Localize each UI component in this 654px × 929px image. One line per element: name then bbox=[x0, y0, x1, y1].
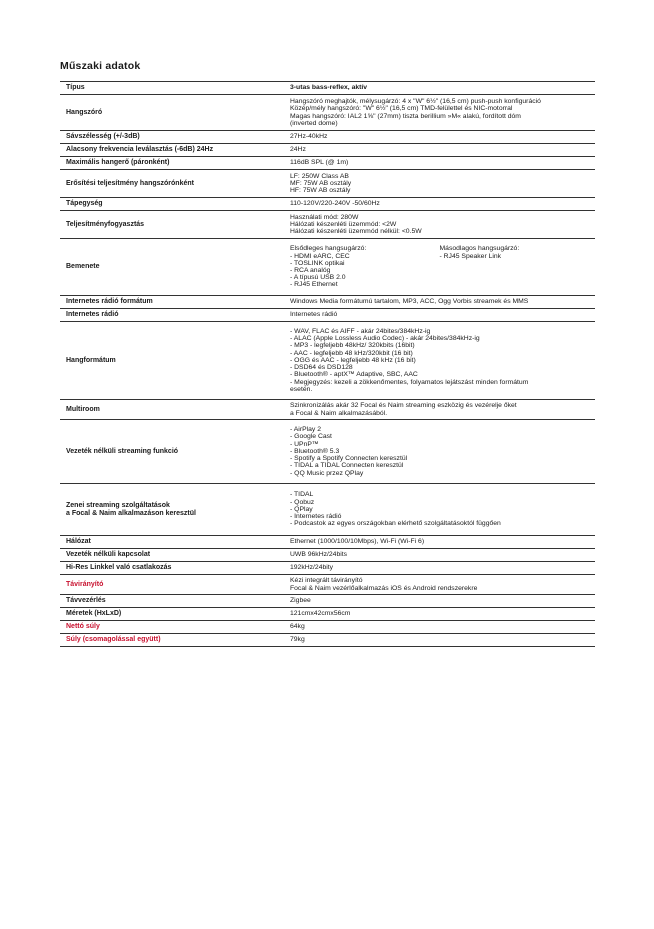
spec-label-text: Alacsony frekvencia leválasztás (-6dB) 24Hz bbox=[66, 146, 214, 154]
spec-value-line: - QPlay bbox=[290, 505, 313, 513]
spec-label-text: Teljesítményfogyasztás bbox=[66, 220, 145, 228]
spec-label bbox=[60, 484, 284, 536]
spec-value bbox=[284, 198, 595, 211]
spec-row bbox=[60, 131, 595, 144]
spec-value bbox=[284, 484, 595, 536]
spec-label bbox=[60, 95, 284, 131]
spec-row bbox=[60, 170, 595, 198]
spec-label-text: Tápegység bbox=[66, 200, 103, 208]
spec-value-line: 192kHz/24bity bbox=[290, 564, 334, 572]
spec-value bbox=[284, 170, 595, 198]
spec-label bbox=[60, 420, 284, 484]
spec-value-line: - Google Cast bbox=[290, 433, 332, 441]
spec-value-line: Hálózati készenléti üzemmód nélkül: <0.5W bbox=[290, 228, 422, 236]
spec-label-text: Vezeték nélküli streaming funkció bbox=[66, 447, 179, 455]
spec-row bbox=[60, 549, 595, 562]
spec-row bbox=[60, 562, 595, 575]
spec-row bbox=[60, 95, 595, 131]
spec-row bbox=[60, 144, 595, 157]
spec-value-line: a Focal & Naim alkalmazásából. bbox=[290, 409, 388, 417]
spec-value bbox=[284, 621, 595, 634]
spec-value-line: Magas hangszóró: IAL2 1⅝" (27mm) tiszta berillium »M« alakú, fordított dóm bbox=[290, 112, 521, 120]
spec-value-line: Szinkronizálás akár 32 Focal és Naim streaming eszközig és vezérelje őket bbox=[290, 402, 517, 410]
spec-value bbox=[284, 157, 595, 170]
spec-value-line: HF: 75W AB osztály bbox=[290, 187, 351, 195]
inputs-columns bbox=[290, 245, 589, 288]
primary-speaker-inputs bbox=[290, 245, 440, 288]
spec-value bbox=[284, 239, 595, 296]
spec-row bbox=[60, 420, 595, 484]
spec-label bbox=[60, 400, 284, 420]
spec-row bbox=[60, 634, 595, 647]
spec-value-line: Másodlagos hangsugárzó: bbox=[439, 245, 520, 253]
spec-value-line: esetén. bbox=[290, 385, 313, 393]
spec-label bbox=[60, 170, 284, 198]
spec-row bbox=[60, 484, 595, 536]
spec-value-line: - AirPlay 2 bbox=[290, 426, 321, 434]
spec-label-text: Erősítési teljesítmény hangszórónként bbox=[66, 179, 194, 187]
spec-label-text: Bemenete bbox=[66, 263, 100, 271]
spec-label bbox=[60, 211, 284, 239]
spec-label bbox=[60, 549, 284, 562]
spec-value-line: 24Hz bbox=[290, 146, 306, 154]
spec-row bbox=[60, 309, 595, 322]
spec-value-line: - Internetes rádió bbox=[290, 513, 342, 521]
spec-row bbox=[60, 621, 595, 634]
spec-value-line: - Spotify a Spotify Connecten keresztül bbox=[290, 455, 408, 463]
spec-value-line: - QQ Music przez QPlay bbox=[290, 469, 364, 477]
spec-label bbox=[60, 296, 284, 309]
spec-value bbox=[284, 549, 595, 562]
spec-value bbox=[284, 595, 595, 608]
spec-value-line: - AAC - legfeljebb 48 kHz/320kbit (16 bit) bbox=[290, 349, 413, 357]
spec-value-line: - Megjegyzés: kezeli a zökkenőmentes, folyamatos lejátszást minden formátum bbox=[290, 378, 529, 386]
spec-value-line: - DSD64 és DSD128 bbox=[290, 364, 353, 372]
spec-value-line: Zigbee bbox=[290, 597, 311, 605]
spec-value-line: Ethernet (1000/100/10Mbps), Wi-Fi (Wi-Fi 6) bbox=[290, 538, 425, 546]
spec-label-text: Hálózat bbox=[66, 538, 91, 546]
spec-value bbox=[284, 296, 595, 309]
spec-value-line: Kézi integrált távirányító bbox=[290, 577, 363, 585]
specs-table bbox=[60, 81, 595, 647]
spec-value-line: Használati mód: 280W bbox=[290, 213, 359, 221]
spec-value bbox=[284, 400, 595, 420]
spec-label bbox=[60, 608, 284, 621]
spec-value-line: - Podcastok az egyes országokban elérhető szolgáltatásoktól függően bbox=[290, 520, 501, 528]
spec-value bbox=[284, 562, 595, 575]
spec-label bbox=[60, 198, 284, 211]
spec-row bbox=[60, 322, 595, 400]
spec-label bbox=[60, 562, 284, 575]
spec-value-line: - A típusú USB 2.0 bbox=[290, 274, 346, 282]
secondary-speaker-inputs bbox=[440, 245, 590, 288]
spec-value-line: Internetes rádió bbox=[290, 311, 338, 319]
spec-value bbox=[284, 144, 595, 157]
spec-value bbox=[284, 634, 595, 647]
spec-value bbox=[284, 211, 595, 239]
spec-value bbox=[284, 536, 595, 549]
spec-label-text: Vezeték nélküli kapcsolat bbox=[66, 551, 151, 559]
spec-label-text: Hi-Res Linkkel való csatlakozás bbox=[66, 564, 172, 572]
spec-label-text: Méretek (HxLxD) bbox=[66, 610, 122, 618]
spec-label-text: Sávszélesség (+/-3dB) bbox=[66, 133, 140, 141]
spec-value-line: - TOSLINK optikai bbox=[290, 259, 345, 267]
spec-value bbox=[284, 95, 595, 131]
spec-label bbox=[60, 575, 284, 595]
spec-value bbox=[284, 82, 595, 95]
spec-value-line: - RJ45 Ethernet bbox=[290, 281, 338, 289]
spec-value bbox=[284, 608, 595, 621]
spec-value-line: Hálózati készenléti üzemmód: <2W bbox=[290, 220, 397, 228]
spec-label-text: a Focal & Naim alkalmazáson keresztül bbox=[66, 509, 196, 517]
spec-value bbox=[284, 322, 595, 400]
spec-value-line: - TIDAL a TIDAL Connecten keresztül bbox=[290, 462, 404, 470]
spec-label-text: Hangszóró bbox=[66, 108, 103, 116]
spec-value-line: UWB 96kHz/24bits bbox=[290, 551, 348, 559]
spec-label-text: Zenei streaming szolgáltatások bbox=[66, 502, 170, 510]
spec-label bbox=[60, 144, 284, 157]
spec-value-line: 79kg bbox=[290, 636, 305, 644]
spec-value-line: - TIDAL bbox=[290, 491, 314, 499]
spec-value-line: - WAV, FLAC és AIFF - akár 24bites/384kHz-ig bbox=[290, 328, 431, 336]
spec-label bbox=[60, 309, 284, 322]
spec-row bbox=[60, 400, 595, 420]
spec-label-text: Távvezérlés bbox=[66, 597, 106, 605]
spec-value-line: (inverted dome) bbox=[290, 119, 338, 127]
spec-row bbox=[60, 608, 595, 621]
spec-label bbox=[60, 536, 284, 549]
spec-value-line: - Qobuz bbox=[290, 498, 315, 506]
spec-value-line: - Bluetooth® 5.3 bbox=[290, 447, 340, 455]
spec-row bbox=[60, 198, 595, 211]
spec-value-line: - OGG és AAC - legfeljebb 48 kHz (16 bit) bbox=[290, 356, 416, 364]
spec-label bbox=[60, 157, 284, 170]
spec-label-text: Típus bbox=[66, 84, 85, 92]
spec-value-line: 121cmx42cmx56cm bbox=[290, 610, 351, 618]
spec-label-text: Internetes rádió formátum bbox=[66, 298, 153, 306]
spec-label bbox=[60, 131, 284, 144]
spec-row bbox=[60, 536, 595, 549]
spec-label bbox=[60, 595, 284, 608]
spec-row bbox=[60, 575, 595, 595]
spec-value-line: 110-120V/220-240V -50/60Hz bbox=[290, 200, 380, 208]
spec-label-text: Maximális hangerő (páronként) bbox=[66, 159, 170, 167]
spec-label bbox=[60, 322, 284, 400]
spec-label-text: Távirányító bbox=[66, 580, 104, 588]
spec-value-line: Hangszóró meghajtók, mélysugárzó: 4 x "W" 6½" (16,5 cm) push-push konfiguráció bbox=[290, 98, 541, 106]
spec-label bbox=[60, 621, 284, 634]
spec-label bbox=[60, 239, 284, 296]
spec-value bbox=[284, 420, 595, 484]
spec-value-line: Elsődleges hangsugárzó: bbox=[290, 245, 367, 253]
spec-label-text: Internetes rádió bbox=[66, 311, 119, 319]
spec-row bbox=[60, 82, 595, 95]
spec-value-line: Windows Media formátumú tartalom, MP3, ACC, Ogg Vorbis streamek és MMS bbox=[290, 298, 529, 306]
spec-row bbox=[60, 595, 595, 608]
spec-value-line: Közép/mély hangszóró: "W" 6½" (16,5 cm) TMD-felülettel és NIC-motorral bbox=[290, 105, 513, 113]
spec-value-line: - HDMI eARC, CEC bbox=[290, 252, 350, 260]
spec-value-line: 3-utas bass-reflex, aktív bbox=[290, 84, 368, 92]
spec-value-line: - ALAC (Apple Lossless Audio Codec) - akár 24bites/384kHz-ig bbox=[290, 335, 480, 343]
spec-value-line: LF: 250W Class AB bbox=[290, 172, 349, 180]
spec-label-text: Multiroom bbox=[66, 405, 100, 413]
page-title: Műszaki adatok bbox=[60, 60, 141, 72]
spec-label-text: Nettó súly bbox=[66, 623, 100, 631]
spec-value-line: - RCA analóg bbox=[290, 267, 331, 274]
spec-value-line: - MP3 - legfeljebb 48kHz/ 320kbits (16bit) bbox=[290, 342, 415, 350]
spec-value bbox=[284, 575, 595, 595]
spec-value-line: - UPnP™ bbox=[290, 440, 319, 448]
spec-value-line: 27Hz-40kHz bbox=[290, 133, 328, 141]
spec-label-text: Hangformátum bbox=[66, 356, 116, 364]
spec-value-line: 64kg bbox=[290, 623, 305, 631]
spec-row bbox=[60, 296, 595, 309]
spec-value bbox=[284, 309, 595, 322]
spec-row bbox=[60, 239, 595, 296]
spec-value-line: - RJ45 Speaker Link bbox=[439, 252, 502, 260]
spec-value-line: MF: 75W AB osztály bbox=[290, 179, 352, 187]
spec-value-line: Focal & Naim vezérlőalkalmazás iOS és Android rendszerekre bbox=[290, 584, 478, 592]
spec-label-text: Súly (csomagolással együtt) bbox=[66, 636, 161, 644]
spec-label bbox=[60, 82, 284, 95]
spec-value-line: - Bluetooth® - aptX™ Adaptive, SBC, AAC bbox=[290, 371, 418, 379]
spec-value bbox=[284, 131, 595, 144]
spec-value-line: 116dB SPL (@ 1m) bbox=[290, 159, 349, 167]
spec-label bbox=[60, 634, 284, 647]
spec-row bbox=[60, 157, 595, 170]
spec-row bbox=[60, 211, 595, 239]
